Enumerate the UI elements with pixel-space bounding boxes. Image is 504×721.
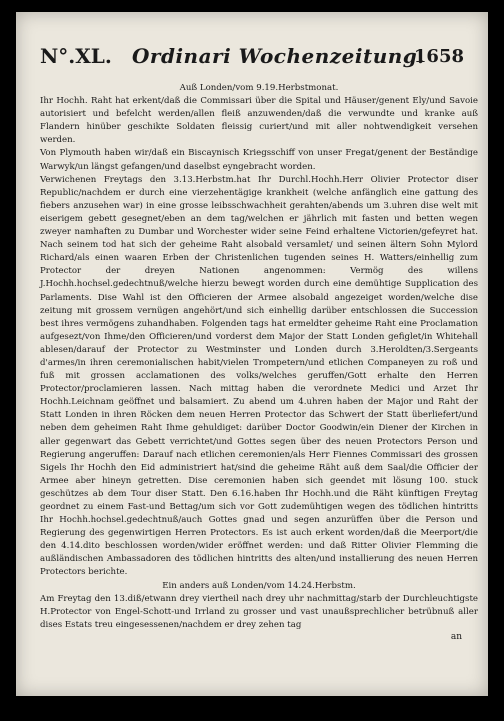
dateline-london-14-24: Ein anders auß Londen/vom 14.24.Herbstm. bbox=[162, 580, 356, 591]
paragraph: Verwichenen Freytags den 3.13.Herbstm.hat Ihr Durchl.Hochh.Herr Olivier Protector diser Republic/nachdem er durch eine vierzehentägige krankheit (welche anfänglich eine gattung des fiebers anzusehen war) in eine grosse leibsschwachheit gerahten/abends um 3.uhren dise welt mit eiserigem gebett gesegnet/eben an dem tag/welchen er jährlich mit fasten und betten wegen zweyer namhaften zu Dumbar und Worchester wider seine Feind erhaltene Victorien/gefeyret hat. Nach seinem tod hat sich der geheime Raht alsobald versamlet/ und seinen ältern Sohn Mylord Richard/als einen waaren Erben der Christenlichen tugenden seines H. Watters/einhellig zum Protector der dreyen Nationen angenommen: Vermög des willens J.Hochh.hochsel.gedechtnuß/welche hierzu bewegt worden durch eine demühtige Supplication des Parlaments. Dise Wahl ist den Officieren der Armee alsobald angezeiget worden/welche dise zeitung mit grossem vernügen angehört/und sich einhellig darüber entschlossen die Succession best ihres vermögens zuhandhaben. Folgenden tags hat ermeldter geheime Raht eine Proclamation aufgesezt/von Ihme/den Officieren/und vorderst dem Major der Statt Londen gefiglet/in Whitehall ablesen/darauf der Protector zu Westminster und Londen durch 3.Heroldten/3.Sergeants d'armes/in ihren ceremonialischen habit/vielen Trompetern/und etlichen Companeyen zu roß und fuß mit grossen acclamationen des volks/welches geruffen/Gott erhalte den Herren Protector/proclamieren lassen. Nach mittag haben die verordnete Medici und Arzet Ihr Hochh.Leichnam geöffnet und balsamiert. Zu abend um 4.uhren haben der Major und Raht der Statt Londen in ihren Röcken dem neuen Herren Protector das Schwert der Statt überliefert/und neben dem geheimen Raht Ihme gehuldiget: darüber Doctor Goodwin/ein Diener der Kirchen in aller gegenwart das Gebett verrichtet/und Gottes segen über des neuen Protectors Person und Regierung angeruffen: Darauf nach etlichen ceremonien/als Herr Fiennes Commissari des grossen Sigels Ihr Hochh den Eid administriert hat/sind die geheime Räht auß dem Saal/die Officier der Armee aber hineyn getretten. Dise ceremonien haben sich geendet mit lösung 100. stuck geschützes ab dem Tour diser Statt. Den 6.16.haben Ihr Hochh.und die Räht künftigen Freytag geordnet zu einem Fast-und Bettag/um sich vor Gott zudemühtigen wegen des tödlichen hintritts Ihr Hochh.hochsel.gedechtnuß/auch Gottes gnad und segen anzurüffen über die Person und Regierung des gegenwirtigen Herren Protectors. Es ist auch erkent worden/daß die Meerport/die den 4.14.dito beschlossen worden/wider eröffnet werden: und daß Ritter Olivier Flemming die außländischen Ambassadoren des tödlichen hintritts des alten/und installierung des neuen Herren Protectors berichte. bbox=[40, 174, 478, 578]
paragraph: Von Plymouth haben wir/daß ein Biscaynisch Kriegsschiff von unser Fregat/genent der Beständige Warwyk/un längst gefangen/und daselbst eyngebracht worden. bbox=[40, 148, 478, 172]
catchword: an bbox=[450, 632, 462, 642]
issue-number: N°.XL. bbox=[40, 44, 112, 68]
newspaper-title: Ordinari Wochenzeitung. bbox=[132, 44, 425, 68]
paragraph: Ihr Hochh. Raht hat erkent/daß die Commissari über die Spital und Häuser/genent Ely/und Savoie autorisiert und befelcht werden/allen fleiß anzuwenden/daß die verwundte und kranke auß Flandern hinüber geschikte Soldaten fleissig curiert/und mit aller nohtwendigkeit versehen werden. bbox=[40, 96, 478, 146]
article-body bbox=[40, 82, 478, 632]
paragraph: Am Freytag den 13.diß/etwann drey viertheil nach drey uhr nachmittag/starb der Durchleuchtigste H.Protector von Engel-Schott-und Irrland zu grosser und vast unaußsprechlicher betrübnuß aller dises Estats treu eingesessenen/nachdem er drey zehen tag bbox=[40, 593, 478, 630]
dateline-london-9-19: Auß Londen/vom 9.19.Herbstmonat. bbox=[179, 83, 339, 93]
page-header bbox=[40, 44, 470, 74]
newspaper-page bbox=[16, 12, 488, 696]
issue-year: 1658 bbox=[413, 46, 464, 67]
